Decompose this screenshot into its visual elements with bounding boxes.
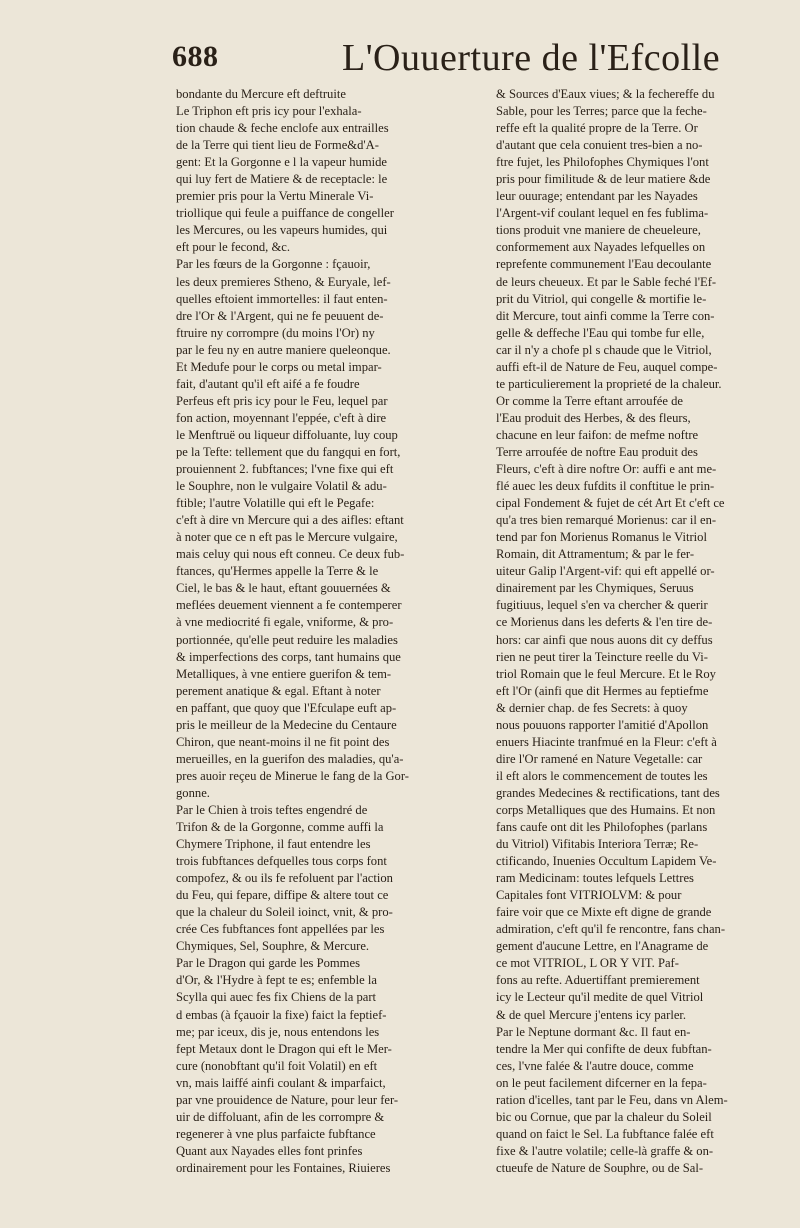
text-line: gelle & deffeche l'Eau qui tombe fur elle, bbox=[496, 325, 705, 340]
text-line: tendre la Mer qui confifte de deux fubftan- bbox=[496, 1041, 712, 1056]
text-line: dre l'Or & l'Argent, qui ne fe peuuent de- bbox=[176, 308, 384, 323]
text-line: ftre fujet, les Philofophes Chymiques l'ont bbox=[496, 155, 709, 170]
text-line: grandes Medecines & rectifications, tant des bbox=[496, 785, 720, 800]
text-line: prouiennent 2. fubftances; l'vne fixe qui eft bbox=[176, 462, 394, 477]
text-line: ctueufe de Nature de Souphre, ou de Sal- bbox=[496, 1160, 704, 1175]
text-line: & imperfections des corps, tant humains que bbox=[176, 649, 401, 664]
text-line: premier pris pour la Vertu Minerale Vi- bbox=[176, 189, 374, 204]
text-line: eft pour le fecond, &c. bbox=[176, 240, 290, 255]
text-line: te particulierement la proprieté de la chaleur. bbox=[496, 376, 722, 391]
text-line: nous pouuons rapporter l'amitié d'Apollon bbox=[496, 717, 709, 732]
text-line: leur ouurage; entendant par les Nayades bbox=[496, 189, 698, 204]
text-line: pris le meilleur de la Medecine du Centaure bbox=[176, 717, 397, 732]
text-line: conformement aux Nayades lefquelles on bbox=[496, 240, 706, 255]
text-line: Metalliques, à vne entiere guerifon & tem- bbox=[176, 666, 392, 681]
text-line: Fleurs, c'eft à dire noftre Or: auffi e ant me- bbox=[496, 462, 717, 477]
text-line: ordinairement pour les Fontaines, Riuieres bbox=[176, 1160, 391, 1175]
text-line: auffi eft-il de Nature de Feu, auquel compe- bbox=[496, 359, 718, 374]
text-line: dinairement par les Chymiques, Seruus bbox=[496, 581, 694, 596]
text-line: quand on faict le Sel. La fubftance falée eft bbox=[496, 1126, 714, 1141]
text-line: bondante du Mercure eft deftruite bbox=[176, 87, 346, 101]
text-line: trois fubftances defquelles tous corps font bbox=[176, 854, 387, 869]
text-line: flé auec les deux fufdits il conftitue le prin- bbox=[496, 479, 715, 494]
text-line: fans caufe ont dit les Philofophes (parlans bbox=[496, 820, 708, 835]
text-line: pris pour fimilitude & de leur matiere &de bbox=[496, 172, 711, 187]
text-line: reprefente communement l'Eau decoulante bbox=[496, 257, 712, 272]
text-line: fixe & l'autre volatile; celle-là graffe & on- bbox=[496, 1143, 714, 1158]
text-line: crée Ces fubftances font appellées par les bbox=[176, 922, 385, 937]
text-line: en paffant, que quoy que l'Efculape euft ap- bbox=[176, 700, 397, 715]
text-line: pres auoir reçeu de Minerue le fang de la Gor- bbox=[176, 768, 409, 783]
text-line: le Menftruë ou liqueur diffoluante, luy coup bbox=[176, 427, 398, 442]
text-line: ces, l'vne falée & l'autre douce, comme bbox=[496, 1058, 694, 1073]
text-line: eft l'Or (ainfi que dit Hermes au feptiefme bbox=[496, 683, 709, 698]
text-line: Or comme la Terre eftant arroufée de bbox=[496, 393, 683, 408]
text-line: à noter que ce n eft pas le Mercure vulgaire, bbox=[176, 530, 398, 545]
text-line: Par le Neptune dormant &c. Il faut en- bbox=[496, 1024, 691, 1039]
text-line: l'Eau produit des Herbes, & des fleurs, bbox=[496, 410, 691, 425]
text-line: Par les fœurs de la Gorgonne : fçauoir, bbox=[176, 257, 371, 272]
text-line: Par le Dragon qui garde les Pommes bbox=[176, 956, 360, 971]
text-line: tend par fon Morienus Romanus le Vitriol bbox=[496, 530, 707, 545]
text-line: bic ou Cornue, que par la chaleur du Soleil bbox=[496, 1109, 712, 1124]
text-line: ftances, qu'Hermes appelle la Terre & le bbox=[176, 564, 379, 579]
text-line: mais celuy qui nous eft conneu. Ce deux fub- bbox=[176, 547, 405, 562]
text-line: d embas (à fçauoir la fixe) faict la feptief- bbox=[176, 1007, 387, 1022]
page-number: 688 bbox=[172, 40, 219, 73]
left-text-column bbox=[176, 86, 476, 1177]
page-header bbox=[172, 36, 721, 84]
text-line: du Feu, qui fepare, diffipe & altere tout ce bbox=[176, 888, 389, 903]
text-line: Ciel, le bas & le haut, eftant gouuernées & bbox=[176, 581, 391, 596]
text-line: Chiron, que neant-moins il ne fit point des bbox=[176, 734, 390, 749]
text-line: gonne. bbox=[176, 785, 210, 800]
text-line: prit du Vitriol, qui congelle & mortifie le- bbox=[496, 291, 707, 306]
text-line: cure (nonobftant qu'il foit Volatil) en eft bbox=[176, 1058, 378, 1073]
text-line: cipal Fondement & fujet de cét Art Et c'eft ce bbox=[496, 496, 725, 511]
text-line: que la chaleur du Soleil ioinct, vnit, & pro- bbox=[176, 905, 393, 920]
text-line: fon action, moyennant l'eppée, c'eft à dire bbox=[176, 410, 387, 425]
text-line: reffe eft la qualité propre de la Terre. Or bbox=[496, 121, 698, 136]
text-line: de la Terre qui tient lieu de Forme&d'A- bbox=[176, 138, 379, 153]
text-line: chacune en leur faifon: de mefme noftre bbox=[496, 427, 699, 442]
text-line: Terre arroufée de noftre Eau produit des bbox=[496, 444, 698, 459]
text-line: uiteur Galip l'Argent-vif: qui eft appellé or- bbox=[496, 564, 715, 579]
text-line: Romain, dit Attramentum; & par le fer- bbox=[496, 547, 695, 562]
text-line: rien ne peut tirer la Teincture reelle du Vi- bbox=[496, 649, 708, 664]
text-line: meflées deuement viennent a fe contemperer bbox=[176, 598, 402, 613]
running-title: L'Ouuerture de l'Efcolle bbox=[342, 37, 721, 79]
text-line: Capitales font VITRIOLVM: & pour bbox=[496, 888, 682, 903]
text-line: Sable, pour les Terres; parce que la feche- bbox=[496, 104, 707, 119]
text-line: qui luy fert de Matiere & de receptacle: le bbox=[176, 172, 388, 187]
text-line: dire l'Or ramené en Nature Vegetalle: car bbox=[496, 751, 703, 766]
text-line: hors: car ainfi que nous auons dit cy deffus bbox=[496, 632, 713, 647]
text-line: fugitiuus, lequel s'en va chercher & querir bbox=[496, 598, 708, 613]
text-line: portionnée, qu'elle peut reduire les maladies bbox=[176, 632, 398, 647]
text-line: enuers Hiacinte tranfmué en la Fleur: c'eft à bbox=[496, 734, 717, 749]
text-line: compofez, & ou ils fe refoluent par l'action bbox=[176, 871, 393, 886]
text-line: dit Mercure, tout ainfi comme la Terre con- bbox=[496, 308, 715, 323]
text-line: à vne mediocrité fi egale, vniforme, & pro- bbox=[176, 615, 394, 630]
right-text-column bbox=[496, 86, 800, 1177]
text-line: le Souphre, non le vulgaire Volatil & adu- bbox=[176, 479, 387, 494]
text-line: corps Metalliques que des Humains. Et non bbox=[496, 802, 716, 817]
text-line: tions produit vne maniere de cheueleure, bbox=[496, 223, 701, 238]
text-line: Chymere Triphone, il faut entendre les bbox=[176, 837, 371, 852]
text-line: on le peut facilement difcerner en la fepa- bbox=[496, 1075, 707, 1090]
text-line: triol Romain que le feul Mercure. Et le Roy bbox=[496, 666, 716, 681]
text-line: me; par iceux, dis je, nous entendons les bbox=[176, 1024, 380, 1039]
text-line: & dernier chap. de fes Secrets: à quoy bbox=[496, 700, 688, 715]
text-line: car il n'y a chofe pl s chaude que le Vitriol, bbox=[496, 342, 712, 357]
text-line: perement anatique & egal. Eftant à noter bbox=[176, 683, 381, 698]
text-line: admiration, c'eft qu'il fe rencontre, fans chan- bbox=[496, 922, 726, 937]
text-line: pe la Tefte: tellement que du fangqui en fort, bbox=[176, 444, 401, 459]
text-line: fait, d'autant qu'il eft aifé a fe foudre bbox=[176, 376, 360, 391]
text-line: Le Triphon eft pris icy pour l'exhala- bbox=[176, 104, 362, 119]
text-line: du Vitriol) Vifitabis Interiora Terræ; Re- bbox=[496, 837, 699, 852]
text-line: & de quel Mercure j'entens icy parler. bbox=[496, 1007, 687, 1022]
text-line: ration d'icelles, tant par le Feu, dans vn Alem- bbox=[496, 1092, 728, 1107]
text-line: fept Metaux dont le Dragon qui eft le Mer- bbox=[176, 1041, 392, 1056]
text-line: d'autant que cela conuient tres-bien a no- bbox=[496, 138, 703, 153]
text-line: ftruire ny corrompre (du moins l'Or) ny bbox=[176, 325, 375, 340]
text-line: quelles eftoient immortelles: il faut enten- bbox=[176, 291, 388, 306]
text-line: faire voir que ce Mixte eft digne de grande bbox=[496, 905, 712, 920]
text-line: par le feu ny en autre maniere queleonque. bbox=[176, 342, 391, 357]
text-line: ce Morienus dans les deferts & l'en tire de- bbox=[496, 615, 713, 630]
text-line: tion chaude & feche enclofe aux entrailles bbox=[176, 121, 389, 136]
text-line: Perfeus eft pris icy pour le Feu, lequel par bbox=[176, 393, 388, 408]
text-line: de leurs cheueux. Et par le Sable feché l'Ef- bbox=[496, 274, 717, 289]
text-line: gent: Et la Gorgonne e l la vapeur humide bbox=[176, 155, 388, 170]
text-line: fons au refte. Aduertiffant premierement bbox=[496, 973, 700, 988]
text-line: regenerer à vne plus parfaicte fubftance bbox=[176, 1126, 376, 1141]
text-line: Par le Chien à trois teftes engendré de bbox=[176, 802, 368, 817]
text-line: ce mot VITRIOL, L OR Y VIT. Paf- bbox=[496, 956, 679, 971]
text-line: les Mercures, ou les vapeurs humides, qui bbox=[176, 223, 388, 238]
text-line: il eft alors le commencement de toutes les bbox=[496, 768, 708, 783]
text-line: Trifon & de la Gorgonne, comme auffi la bbox=[176, 820, 384, 835]
text-line: & Sources d'Eaux viues; & la fechereffe du bbox=[496, 87, 715, 101]
text-line: triollique qui feule a puiffance de congeller bbox=[176, 206, 394, 221]
text-line: ftible; l'autre Volatille qui eft le Pegafe: bbox=[176, 496, 375, 511]
text-line: l'Argent-vif coulant lequel en fes fublima- bbox=[496, 206, 709, 221]
text-line: Scylla qui auec fes fix Chiens de la part bbox=[176, 990, 377, 1005]
text-line: gement d'aucune Lettre, en l'Anagrame de bbox=[496, 939, 709, 954]
text-line: uir de diffoluant, afin de les corrompre & bbox=[176, 1109, 385, 1124]
text-line: les deux premieres Stheno, & Euryale, lef- bbox=[176, 274, 391, 289]
text-line: Quant aux Nayades elles font prinfes bbox=[176, 1143, 363, 1158]
text-line: d'Or, & l'Hydre à fept te es; enfemble la bbox=[176, 973, 377, 988]
text-line: Chymiques, Sel, Souphre, & Mercure. bbox=[176, 939, 370, 954]
text-line: par vne prouidence de Nature, pour leur fer- bbox=[176, 1092, 399, 1107]
text-line: vn, mais laiffé ainfi coulant & imparfaict, bbox=[176, 1075, 386, 1090]
text-line: ctificando, Inuenies Occultum Lapidem Ve- bbox=[496, 854, 717, 869]
text-line: c'eft à dire vn Mercure qui a des aifles: eftant bbox=[176, 513, 404, 528]
text-line: qu'a tres bien remarqué Morienus: car il en- bbox=[496, 513, 717, 528]
text-line: Et Medufe pour le corps ou metal impar- bbox=[176, 359, 382, 374]
text-line: ram Medicinam: toutes lefquels Lettres bbox=[496, 871, 694, 886]
text-line: icy le Lecteur qu'il medite de quel Vitriol bbox=[496, 990, 704, 1005]
text-line: merueilles, en la guerifon des maladies, qu'a- bbox=[176, 751, 404, 766]
